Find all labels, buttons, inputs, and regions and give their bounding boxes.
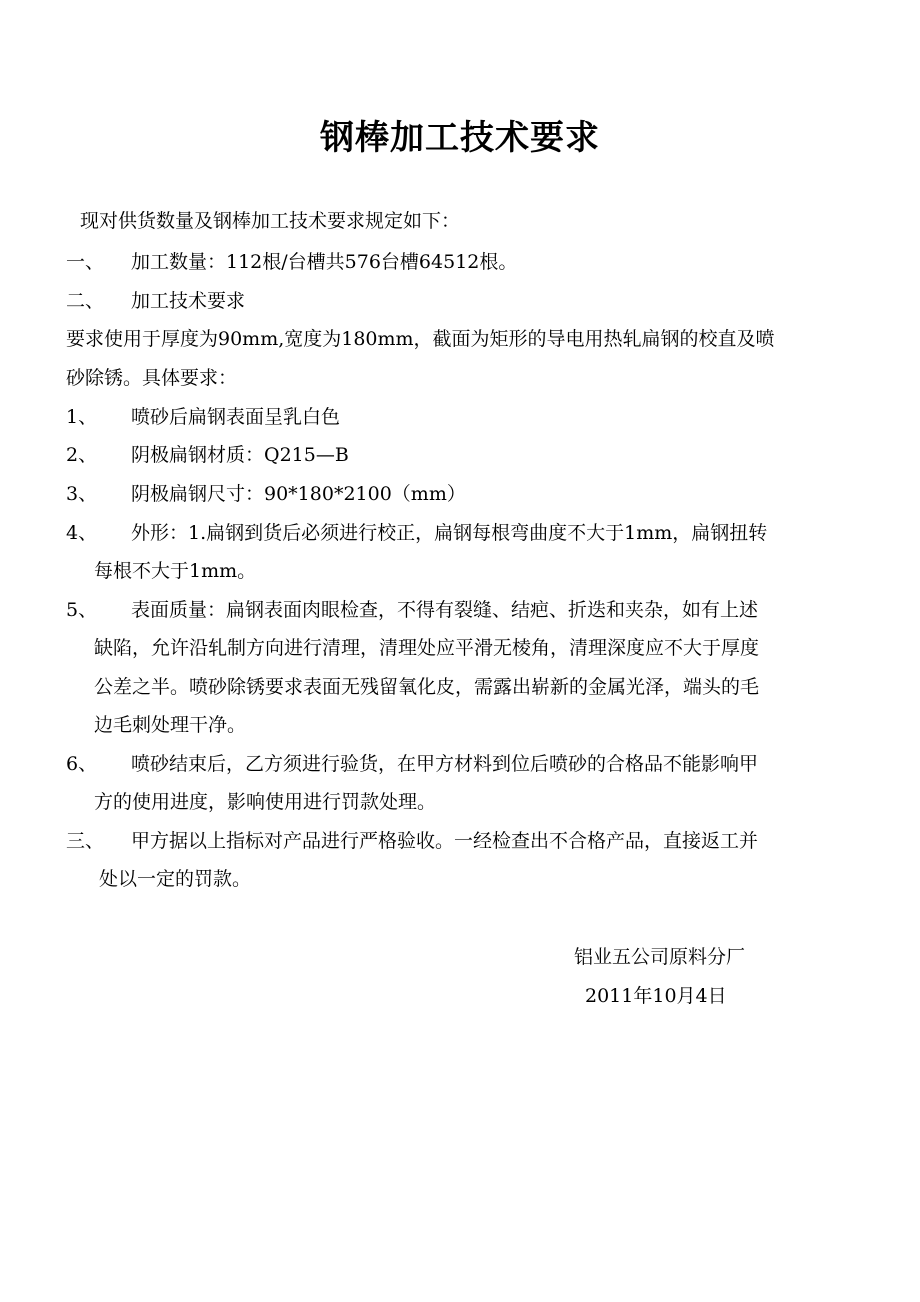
- item-4-line-1: 外形：1.扁钢到货后必须进行校正，扁钢每根弯曲度不大于1mm，扁钢扭转: [131, 522, 768, 544]
- item-6-line-2: 方的使用进度，影响使用进行罚款处理。: [94, 791, 437, 813]
- item-5-number: 5、: [66, 599, 98, 621]
- signature-org: 铝业五公司原料分厂: [574, 946, 746, 968]
- section-2-heading: 加工技术要求: [131, 290, 246, 312]
- item-3-number: 3、: [66, 483, 98, 505]
- section-2-number: 二、: [66, 290, 105, 312]
- document-title: 钢棒加工技术要求: [320, 118, 600, 158]
- item-5-line-2: 缺陷，允许沿轧制方向进行清理，清理处应平滑无棱角，清理深度应不大于厚度: [94, 637, 760, 659]
- item-6-number: 6、: [66, 753, 98, 775]
- item-2-line-1: 阴极扁钢材质：Q215—B: [131, 444, 349, 466]
- section-1-number: 一、: [66, 251, 105, 273]
- section-3-number: 三、: [66, 830, 105, 852]
- item-6-line-1: 喷砂结束后，乙方须进行验货，在甲方材料到位后喷砂的合格品不能影响甲: [131, 753, 759, 775]
- section-3-line-2: 处以一定的罚款。: [99, 868, 252, 890]
- item-3-line-1: 阴极扁钢尺寸：90*180*2100（mm）: [131, 483, 466, 505]
- item-4-number: 4、: [66, 522, 98, 544]
- section-1-text: 加工数量：112根/台槽共576台槽64512根。: [131, 251, 518, 273]
- signature-date: 2011年10月4日: [585, 985, 727, 1007]
- section-3-line-1: 甲方据以上指标对产品进行严格验收。一经检查出不合格产品，直接返工并: [131, 830, 759, 852]
- item-5-line-4: 边毛刺处理干净。: [94, 714, 247, 736]
- section-2-desc-line-1: 要求使用于厚度为90mm,宽度为180mm，截面为矩形的导电用热轧扁钢的校直及喷: [66, 328, 775, 350]
- intro-text: 现对供货数量及钢棒加工技术要求规定如下：: [80, 210, 461, 232]
- item-1-number: 1、: [66, 406, 98, 428]
- item-2-number: 2、: [66, 444, 98, 466]
- item-5-line-1: 表面质量：扁钢表面肉眼检查，不得有裂缝、结疤、折迭和夹杂，如有上述: [131, 599, 759, 621]
- section-2-desc-line-2: 砂除锈。具体要求：: [66, 367, 238, 389]
- item-4-line-2: 每根不大于1mm。: [94, 560, 257, 582]
- item-1-line-1: 喷砂后扁钢表面呈乳白色: [131, 406, 341, 428]
- item-5-line-3: 公差之半。喷砂除锈要求表面无残留氧化皮，需露出崭新的金属光泽，端头的毛: [94, 676, 760, 698]
